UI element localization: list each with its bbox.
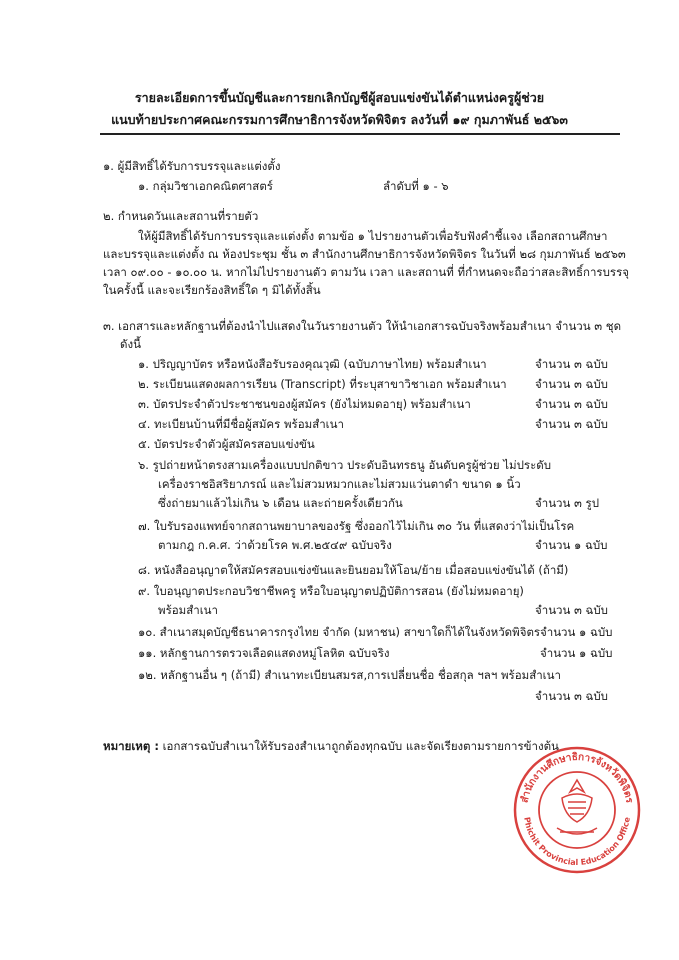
document-list-item: ๑๑. หลักฐานการตรวจเลือดแสดงหมู่โลหิต ฉบับจริง: [138, 646, 390, 660]
document-quantity: จำนวน ๓ ฉบับ: [535, 417, 608, 431]
document-quantity: จำนวน ๓ ฉบับ: [535, 689, 608, 703]
footnote-label: หมายเหตุ :: [103, 739, 159, 753]
document-quantity: จำนวน ๓ ฉบับ: [535, 377, 608, 391]
title-underline: [100, 133, 620, 135]
seal-english-text: Phichit Provincial Education Office: [522, 816, 632, 868]
section-2-heading: ๒. กำหนดวันและสถานที่รายตัว: [103, 209, 259, 223]
section-1-heading: ๑. ผู้มีสิทธิ์ได้รับการบรรจุและแต่งตั้ง: [103, 159, 281, 173]
document-list-item: ๙. ใบอนุญาตประกอบวิชาชีพครู หรือใบอนุญาตปฏิบัติการสอน (ยังไม่หมดอายุ): [138, 584, 524, 598]
document-list-item: ๓. บัตรประจำตัวประชาชนของผู้สมัคร (ยังไม่หมดอายุ) พร้อมสำเนา: [138, 397, 471, 411]
document-quantity: จำนวน ๑ ฉบับ: [540, 625, 613, 639]
document-list-item: ๑๐. สำเนาสมุดบัญชีธนาคารกรุงไทย จำกัด (มหาชน) สาขาใดก็ได้ในจังหวัดพิจิตร: [138, 625, 541, 639]
footnote: [103, 738, 559, 755]
document-quantity: จำนวน ๓ ฉบับ: [535, 357, 608, 371]
document-list-item: ๑๒. หลักฐานอื่น ๆ (ถ้ามี) สำเนาทะเบียนสมรส,การเปลี่ยนชื่อ ชื่อสกุล ฯลฯ พร้อมสำเนา: [138, 668, 561, 682]
office-seal: [510, 740, 645, 875]
document-list-item-cont: ตามกฎ ก.ค.ศ. ว่าด้วยโรค พ.ศ.๒๕๔๙ ฉบับจริง: [158, 538, 392, 552]
section-1-subject: ๑. กลุ่มวิชาเอกคณิตศาสตร์: [138, 179, 273, 193]
document-list-item: ๕. บัตรประจำตัวผู้สมัครสอบแข่งขัน: [138, 437, 315, 451]
document-list-item: ๘. หนังสืออนุญาตให้สมัครสอบแข่งขันและยินยอมให้โอน/ย้าย เมื่อสอบแข่งขันได้ (ถ้ามี): [138, 563, 569, 577]
document-title-line-2: แนบท้ายประกาศคณะกรรมการศึกษาธิการจังหวัดพิจิตร ลงวันที่ ๑๙ กุมภาพันธ์ ๒๕๖๓: [111, 112, 568, 127]
document-list-item: ๔. ทะเบียนบ้านที่มีชื่อผู้สมัคร พร้อมสำเนา: [138, 417, 344, 431]
document-quantity: จำนวน ๑ ฉบับ: [540, 646, 613, 660]
section-2-line: ในครั้งนี้ และจะเรียกร้องสิทธิ์ใด ๆ มิได้ทั้งสิ้น: [103, 283, 321, 297]
document-list-item-cont: พร้อมสำเนา: [158, 603, 218, 617]
document-quantity: จำนวน ๑ ฉบับ: [535, 538, 608, 552]
section-2-line: ให้ผู้มีสิทธิ์ได้รับการบรรจุและแต่งตั้ง ตามข้อ ๑ ไปรายงานตัวเพื่อรับฟังคำชี้แจง เลือกสถานศึกษา: [138, 229, 608, 243]
section-1-rank: ลำดับที่ ๑ - ๖: [383, 179, 449, 193]
section-3-heading: ๓. เอกสารและหลักฐานที่ต้องนำไปแสดงในวันรายงานตัว ให้นำเอกสารฉบับจริงพร้อมสำเนา จำนวน ๓ ชุด: [103, 319, 622, 333]
document-list-item: ๑. ปริญญาบัตร หรือหนังสือรับรองคุณวุฒิ (ฉบับภาษาไทย) พร้อมสำเนา: [138, 357, 487, 371]
document-list-item-cont: เครื่องราชอิสริยาภรณ์ และไม่สวมหมวกและไม่สวมแว่นตาดำ ขนาด ๑ นิ้ว: [158, 477, 521, 491]
seal-emblem-icon: [557, 780, 597, 834]
section-3-heading-cont: ดังนี้: [120, 337, 141, 351]
document-quantity: จำนวน ๓ ฉบับ: [535, 603, 608, 617]
svg-text:สำนักงานศึกษาธิการจังหวัดพิจิต: [518, 751, 634, 805]
document-list-item-cont: ซึ่งถ่ายมาแล้วไม่เกิน ๖ เดือน และถ่ายครั้งเดียวกัน: [158, 496, 403, 510]
section-2-line: และบรรจุและแต่งตั้ง ณ ห้องประชุม ชั้น ๓ สำนักงานศึกษาธิการจังหวัดพิจิตร ในวันที่ ๒๘ กุมภาพันธ์ ๒๕๖๓: [103, 247, 626, 261]
document-quantity: จำนวน ๓ รูป: [535, 496, 600, 510]
seal-thai-text: สำนักงานศึกษาธิการจังหวัดพิจิตร: [519, 751, 635, 805]
document-title-line-1: รายละเอียดการขึ้นบัญชีและการยกเลิกบัญชีผู้สอบแข่งขันได้ตำแหน่งครูผู้ช่วย: [134, 90, 545, 105]
section-2-line: เวลา ๐๙.๐๐ - ๑๐.๐๐ น. หากไม่ไปรายงานตัว ตามวัน เวลา และสถานที่ ที่กำหนดจะถือว่าสละสิทธิ์การบรรจุ: [103, 265, 629, 279]
document-list-item: ๒. ระเบียนแสดงผลการเรียน (Transcript) ที่ระบุสาขาวิชาเอก พร้อมสำเนา: [138, 377, 507, 391]
document-quantity: จำนวน ๓ ฉบับ: [535, 397, 608, 411]
document-list-item: ๗. ใบรับรองแพทย์จากสถานพยาบาลของรัฐ ซึ่งออกไว้ไม่เกิน ๓๐ วัน ที่แสดงว่าไม่เป็นโรค: [138, 519, 575, 533]
footnote-text: เอกสารฉบับสำเนาให้รับรองสำเนาถูกต้องทุกฉบับ และจัดเรียงตามรายการข้างต้น: [162, 739, 559, 753]
document-list-item: ๖. รูปถ่ายหน้าตรงสามเครื่องแบบปกติขาว ประดับอินทรธนู อันดับครูผู้ช่วย ไม่ประดับ: [138, 458, 552, 472]
